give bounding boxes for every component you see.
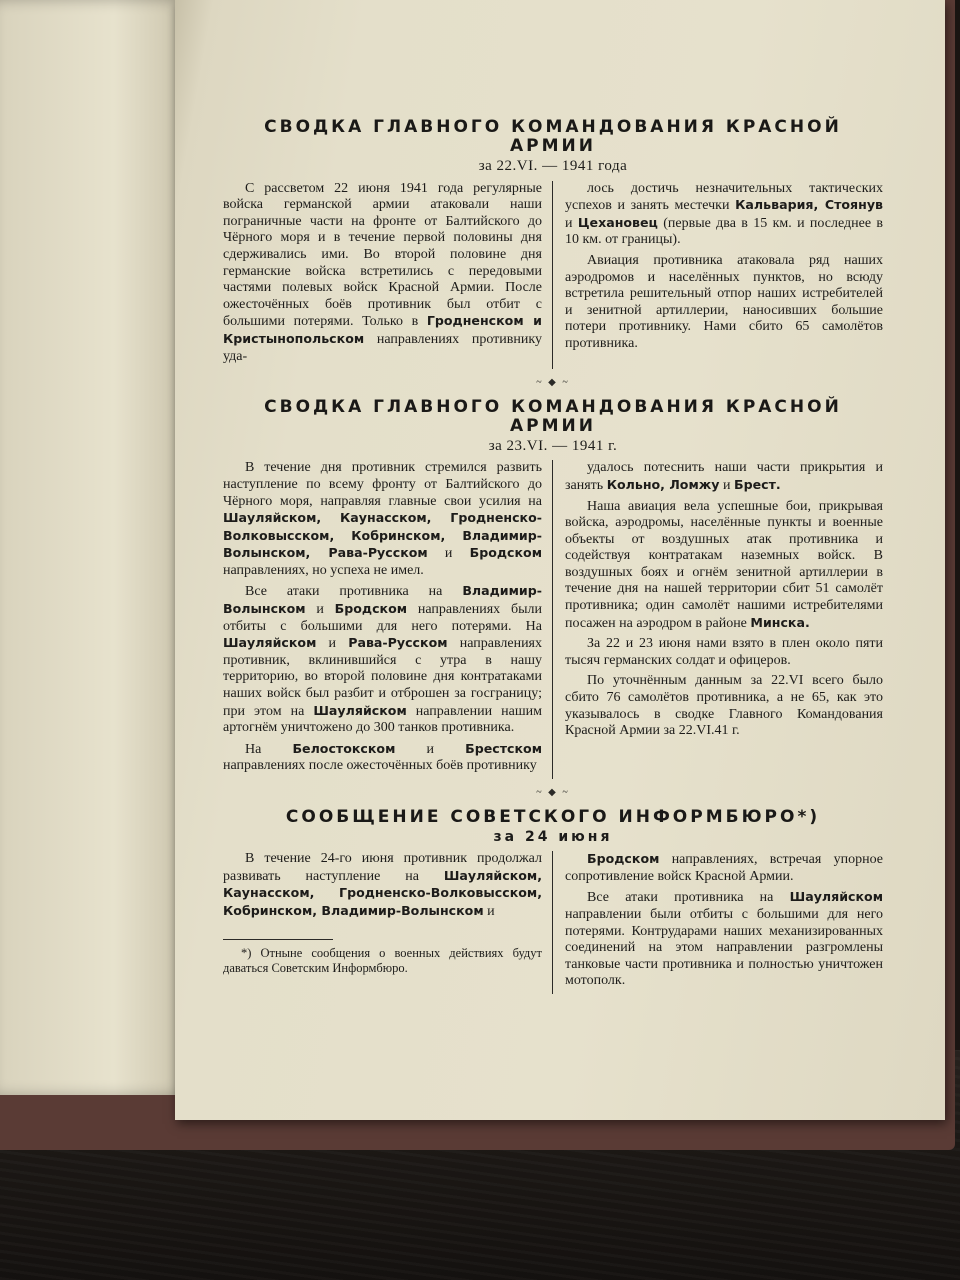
bold-place-name: Шауляйском: [313, 702, 407, 718]
text-run: направлениях, но успеха не имел.: [223, 562, 424, 578]
document-page: [175, 0, 945, 1120]
section-subtitle: за 23.VI. — 1941 г.: [488, 437, 618, 454]
text-run: направлениях после ожесточённых боёв противнику: [223, 758, 537, 774]
text-run: и: [719, 477, 734, 493]
text-run: направлении были отбиты с большими для него потерями. Контрударами наших механизированных соединений на этом направлении разгромлены танковые части противника и полностью уничтожен мотополк.: [565, 906, 883, 989]
right-column: [553, 460, 883, 779]
text-run: и: [316, 636, 349, 652]
text-run: направлении нашим артогнём уничтожено до 300 танков противника.: [223, 703, 542, 736]
paragraph: [223, 741, 542, 775]
paragraph: [223, 460, 542, 579]
footnote-rule: [223, 939, 333, 940]
text-run: направлениях были отбиты с большими для него потерями. На: [223, 602, 542, 634]
text-run: Авиация противника атаковала ряд наших аэродромов и населённых пунктов, но всюду встретила решительный отпор наших истребителей и зенитной артиллерии, наносивших большие потери противнику. Нами сбито 65 самолётов противника.: [565, 252, 883, 351]
left-column: [223, 460, 553, 779]
left-column: [223, 181, 553, 370]
two-column-text: [223, 851, 883, 994]
paragraph: [565, 889, 883, 990]
text-run: и: [427, 546, 470, 562]
left-column-body: [223, 851, 542, 920]
section-divider: ~ ◆ ~: [536, 377, 570, 389]
bold-place-name: Белостокском: [292, 740, 396, 756]
section-divider: ~ ◆ ~: [536, 787, 570, 798]
bold-place-name: Брестском: [465, 740, 542, 756]
bold-place-name: Цехановец: [577, 214, 658, 230]
text-run: лось достичь незначительных тактических успехов и занять местечки: [565, 180, 883, 214]
text-run: направлениях противнику уда-: [223, 331, 542, 364]
left-column: [223, 851, 553, 994]
paragraph: [565, 851, 883, 885]
paragraph: [223, 583, 542, 736]
text-run: За 22 и 23 июня нами взято в плен около пяти тысяч германских солдат и офицеров.: [565, 636, 883, 668]
section-report-22: [223, 118, 883, 369]
text-run: (первые два в 15 км. и последнее в 10 км. от границы).: [565, 215, 883, 248]
bold-place-name: Бродском: [334, 601, 408, 617]
text-run: На: [245, 741, 293, 757]
bold-place-name: Шауляйском, Каунасском, Гродненско-Волковысском, Кобринском, Владимир-Волынском: [223, 867, 542, 918]
text-run: По уточнённым данным за 22.VI всего было сбито 76 самолётов противника, а не 65, как это указывалось в сводке Главного Командования Красной Армии за 22.VI.41 г.: [565, 673, 883, 739]
bold-place-name: Брест.: [734, 476, 781, 492]
text-run: Все атаки противника на: [587, 890, 790, 906]
section-subtitle: за 24 июня: [493, 828, 613, 845]
bold-place-name: Рава-Русском: [348, 635, 448, 651]
bold-place-name: Шауляйском: [789, 889, 883, 905]
bold-place-name: Шауляйском: [223, 635, 317, 651]
section-title: СВОДКА ГЛАВНОГО КОМАНДОВАНИЯ КРАСНОЙ АРМИИ: [264, 117, 842, 156]
text-run: С рассветом 22 июня 1941 года регулярные войска германской армии атаковали наши пограничные части на фронте от Балтийского до Чёрного моря и в течение первой половины дня сдерживались ими. Во второй половине дня германские войска встретились с передовыми частями полевых войск Красной Армии. После ожесточённых боёв противник был отбит с большими потерями. Только в: [223, 180, 542, 330]
left-page: [0, 0, 190, 1095]
text-run: и: [565, 215, 578, 231]
paragraph: [565, 460, 883, 494]
paragraph: [565, 181, 883, 249]
two-column-text: [223, 460, 883, 779]
bold-place-name: Минска.: [750, 614, 810, 630]
bold-place-name: Бродском: [469, 545, 542, 561]
text-run: направлениях, встречая упорное сопротивление войск Красной Армии.: [565, 852, 883, 884]
paragraph: [565, 636, 883, 669]
text-run: и: [305, 602, 335, 618]
bold-place-name: Кольно, Ломжу: [606, 476, 720, 492]
right-column: [553, 851, 883, 994]
page-content: [223, 118, 883, 994]
right-column: [553, 181, 883, 370]
bold-place-name: Гродненском и Кристынопольском: [223, 313, 542, 346]
two-column-text: [223, 181, 883, 370]
bold-place-name: Кальвария, Стоянув: [735, 197, 883, 213]
text-run: и: [395, 741, 466, 757]
text-run: Все атаки противника на: [245, 584, 463, 600]
text-run: удалось потеснить наши части прикрытия и занять: [565, 460, 883, 493]
section-title: СВОДКА ГЛАВНОГО КОМАНДОВАНИЯ КРАСНОЙ АРМИИ: [264, 396, 842, 436]
paragraph: [565, 499, 883, 633]
bold-place-name: Шауляйском, Каунасском, Гродненско-Волковысском, Кобринском, Владимир-Волынском, Рава-Русском: [223, 510, 542, 561]
paragraph: [223, 851, 542, 920]
bold-place-name: Владимир-Волынском: [223, 583, 542, 617]
section-informburo-24: [223, 808, 883, 994]
text-run: Наша авиация вела успешные бои, прикрывая войска, аэродромы, населённые пункты и военные объекты от воздушных атак противника и содействуя контратакам наземных войск. В воздушных боях и огнём зенитной артиллерии в течение дня на нашей территории сбит 51 самолёт противника; один самолёт нашими истребителями посажен на аэродром в районе: [565, 498, 883, 631]
text-run: и: [483, 903, 495, 919]
section-subtitle: за 22.VI. — 1941 года: [478, 158, 628, 174]
bold-place-name: Бродском: [587, 851, 660, 867]
text-run: В течение 24-го июня противник продолжал развивать наступление на: [223, 851, 542, 884]
footnote: *) Отныне сообщения о военных действиях будут даваться Советским Информбюро.: [223, 945, 542, 975]
section-report-23: [223, 398, 883, 779]
paragraph: [565, 253, 883, 353]
text-run: В течение дня противник стремился развить наступление по всему фронту от Балтийского до Чёрного моря, направляя главные свои усилия на: [223, 460, 542, 509]
paragraph: [223, 181, 542, 366]
section-title: СООБЩЕНИЕ СОВЕТСКОГО ИНФОРМБЮРО*): [285, 806, 821, 827]
paragraph: [565, 673, 883, 739]
text-run: направлениях противник, вклинившийся с утра в нашу территорию, во второй половине дня контратаками наших войск был разбит и отброшен за госграницу; при этом на: [223, 636, 542, 719]
